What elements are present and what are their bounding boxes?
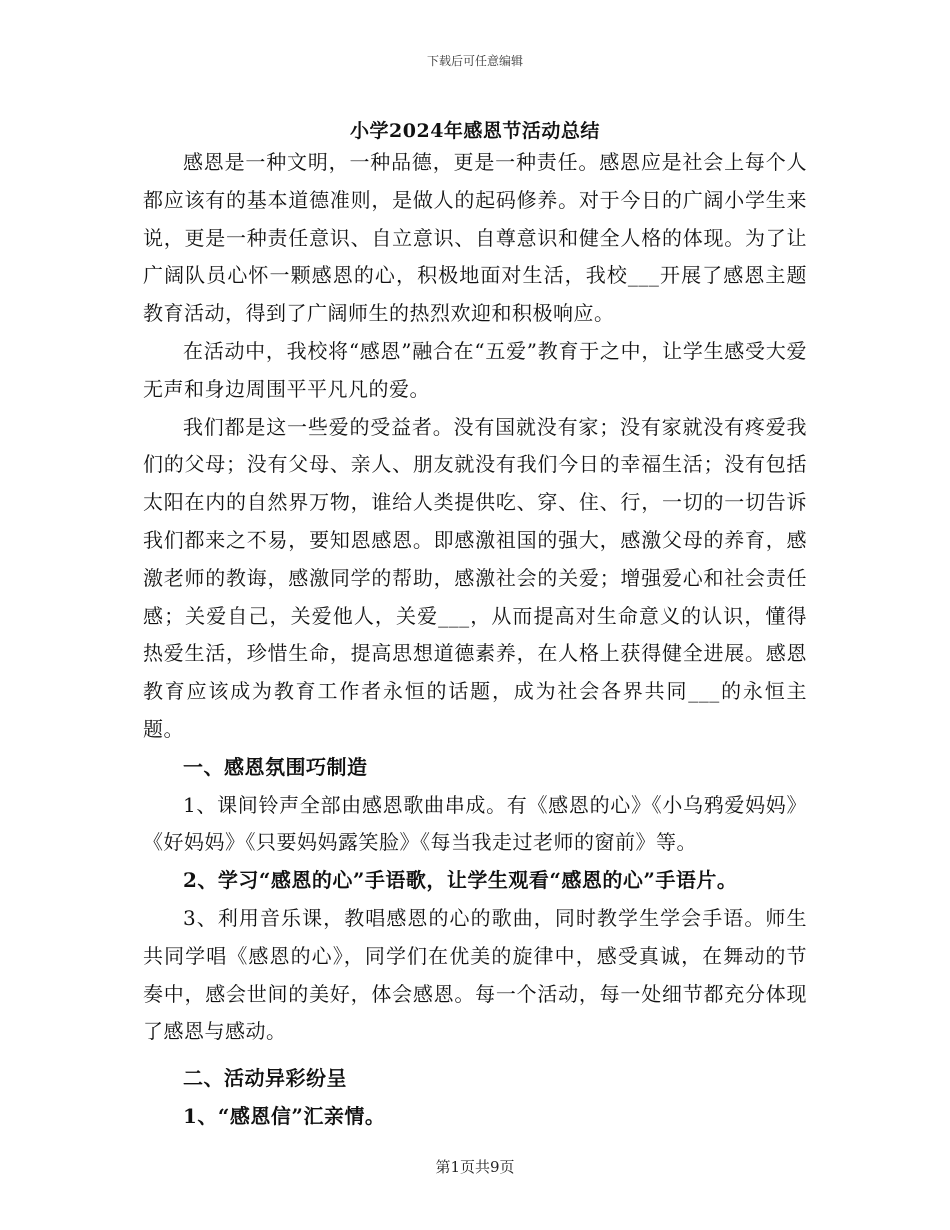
document-body bbox=[143, 144, 807, 1136]
section-heading-1: 一、感恩氛围巧制造 bbox=[183, 754, 368, 779]
list-item-2: 2、学习“感恩的心”手语歌，让学生观看“感恩的心”手语片。 bbox=[183, 868, 738, 893]
page-footer: 第1页共9页 bbox=[435, 1158, 515, 1176]
document-title: 小学2024年感恩节活动总结 bbox=[350, 120, 600, 142]
paragraph-activity: 在活动中，我校将“感恩”融合在“五爱”教育于之中，让学生感受大爱无声和身边周围平平凡凡的爱。 bbox=[143, 338, 807, 401]
paragraph-beneficiaries: 我们都是这一些爱的受益者。没有国就没有家；没有家就没有疼爱我们的父母；没有父母、亲人、朋友就没有我们今日的幸福生活；没有包括太阳在内的自然界万物，谁给人类提供吃、穿、住、行，一切的一切告诉我们都来之不易，要知恩感恩。即感激祖国的强大，感激父母的养育，感激老师的教诲，感激同学的帮助，感激社会的关爱；增强爱心和社会责任感；关爱自己，关爱他人，关爱___，从而提高对生命意义的认识，懂得热爱生活，珍惜生命，提高思想道德素养，在人格上获得健全进展。感恩教育应该成为教育工作者永恒的话题，成为社会各界共同___的永恒主题。 bbox=[143, 414, 807, 741]
list-item-3: 3、利用音乐课，教唱感恩的心的歌曲，同时教学生学会手语。师生共同学唱《感恩的心》，同学们在优美的旋律中，感受真诚，在舞动的节奏中，感会世间的美好，体会感恩。每一个活动，每一处细节都充分体现了感恩与感动。 bbox=[143, 905, 807, 1044]
sub-item-1: 1、“感恩信”汇亲情。 bbox=[183, 1103, 386, 1128]
paragraph-intro: 感恩是一种文明，一种品德，更是一种责任。感恩应是社会上每个人都应该有的基本道德准则，是做人的起码修养。对于今日的广阔小学生来说，更是一种责任意识、自立意识、自尊意识和健全人格的体现。为了让广阔队员心怀一颗感恩的心，积极地面对生活，我校___开展了感恩主题教育活动，得到了广阔师生的热烈欢迎和积极响应。 bbox=[143, 150, 807, 326]
page-header: 下载后可任意编辑 bbox=[426, 54, 523, 68]
section-heading-2: 二、活动异彩纷呈 bbox=[183, 1066, 347, 1091]
list-item-1: 1、课间铃声全部由感恩歌曲串成。有《感恩的心》《小乌鸦爱妈妈》《好妈妈》《只要妈妈露笑脸》《每当我走过老师的窗前》等。 bbox=[143, 792, 807, 855]
